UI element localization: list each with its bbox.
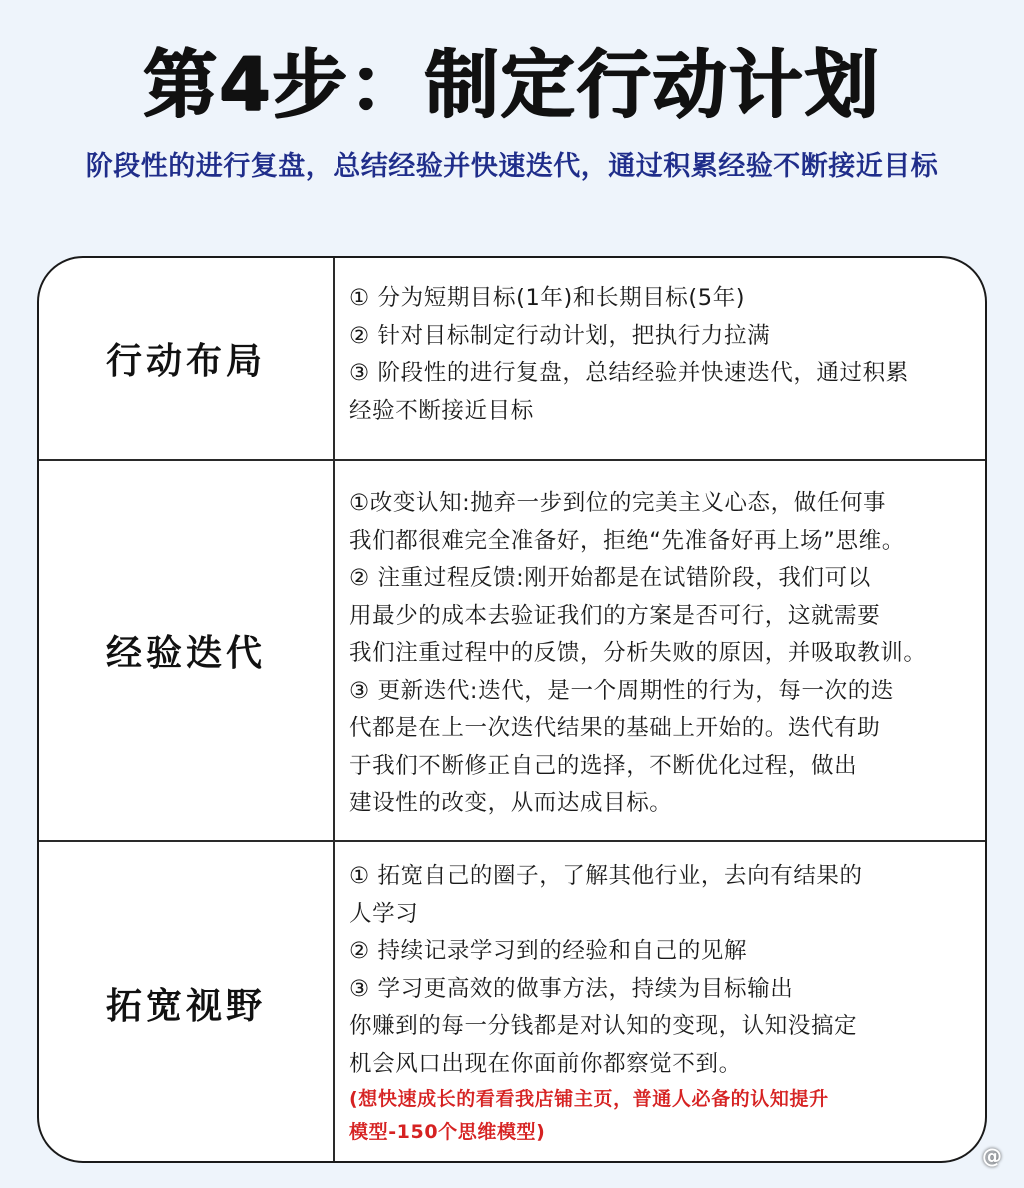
content-line: 机会风口出现在你面前你都察觉不到。 bbox=[349, 1050, 742, 1077]
row-content-experience-iteration bbox=[349, 485, 975, 823]
content-line: 于我们不断修正自己的选择，不断优化过程，做出 bbox=[349, 752, 858, 779]
page-subtitle: 阶段性的进行复盘，总结经验并快速迭代，通过积累经验不断接近目标 bbox=[85, 151, 939, 182]
content-line: 建设性的改变，从而达成目标。 bbox=[349, 790, 673, 816]
content-line: 人学习 bbox=[349, 900, 419, 927]
content-line: 代都是在上一次迭代结果的基础上开始的。迭代有助 bbox=[349, 715, 881, 741]
content-line: 你赚到的每一分钱都是对认知的变现，认知没搞定 bbox=[349, 1013, 858, 1039]
content-line: ③ 更新迭代:迭代，是一个周期性的行为，每一次的迭 bbox=[349, 677, 894, 704]
content-line: ① 拓宽自己的圈子，了解其他行业，去向有结果的 bbox=[349, 863, 863, 889]
content-line: ③ 学习更高效的做事方法，持续为目标输出 bbox=[349, 975, 794, 1002]
content-line: 经验不断接近目标 bbox=[349, 397, 534, 424]
row-content-action-layout bbox=[349, 280, 975, 430]
table-row-broaden-horizon bbox=[39, 842, 985, 1163]
content-line: 我们都很难完全准备好，拒绝“先准备好再上场”思维。 bbox=[349, 527, 905, 554]
table-row-experience-iteration bbox=[39, 461, 985, 842]
content-line: ① 分为短期目标(1年)和长期目标(5年) bbox=[349, 285, 746, 311]
content-line: 我们注重过程中的反馈，分析失败的原因，并吸取教训。 bbox=[349, 640, 927, 666]
row-label-action-layout: 行动布局 bbox=[39, 258, 335, 459]
plan-table bbox=[37, 256, 987, 1163]
content-line: ③ 阶段性的进行复盘，总结经验并快速迭代，通过积累 bbox=[349, 360, 909, 386]
watermark: @ bbox=[982, 1144, 1002, 1168]
page-title: 第4步：制定行动计划 bbox=[143, 42, 881, 128]
content-line: ①改变认知:抛弃一步到位的完美主义心态，做任何事 bbox=[349, 490, 887, 516]
table-row-action-layout bbox=[39, 258, 985, 461]
row-label-experience-iteration: 经验迭代 bbox=[39, 461, 335, 840]
row-label-broaden-horizon: 拓宽视野 bbox=[39, 842, 335, 1163]
content-line: 用最少的成本去验证我们的方案是否可行，这就需要 bbox=[349, 602, 881, 629]
content-line: ② 注重过程反馈:刚开始都是在试错阶段，我们可以 bbox=[349, 565, 871, 591]
row-content-broaden-horizon bbox=[349, 858, 975, 1149]
content-line: ② 持续记录学习到的经验和自己的见解 bbox=[349, 938, 748, 964]
content-line: ② 针对目标制定行动计划，把执行力拉满 bbox=[349, 322, 771, 349]
promo-note-line: (想快速成长的看看我店铺主页，普通人必备的认知提升 bbox=[349, 1088, 829, 1110]
promo-note-line: 模型-150个思维模型) bbox=[349, 1121, 546, 1143]
